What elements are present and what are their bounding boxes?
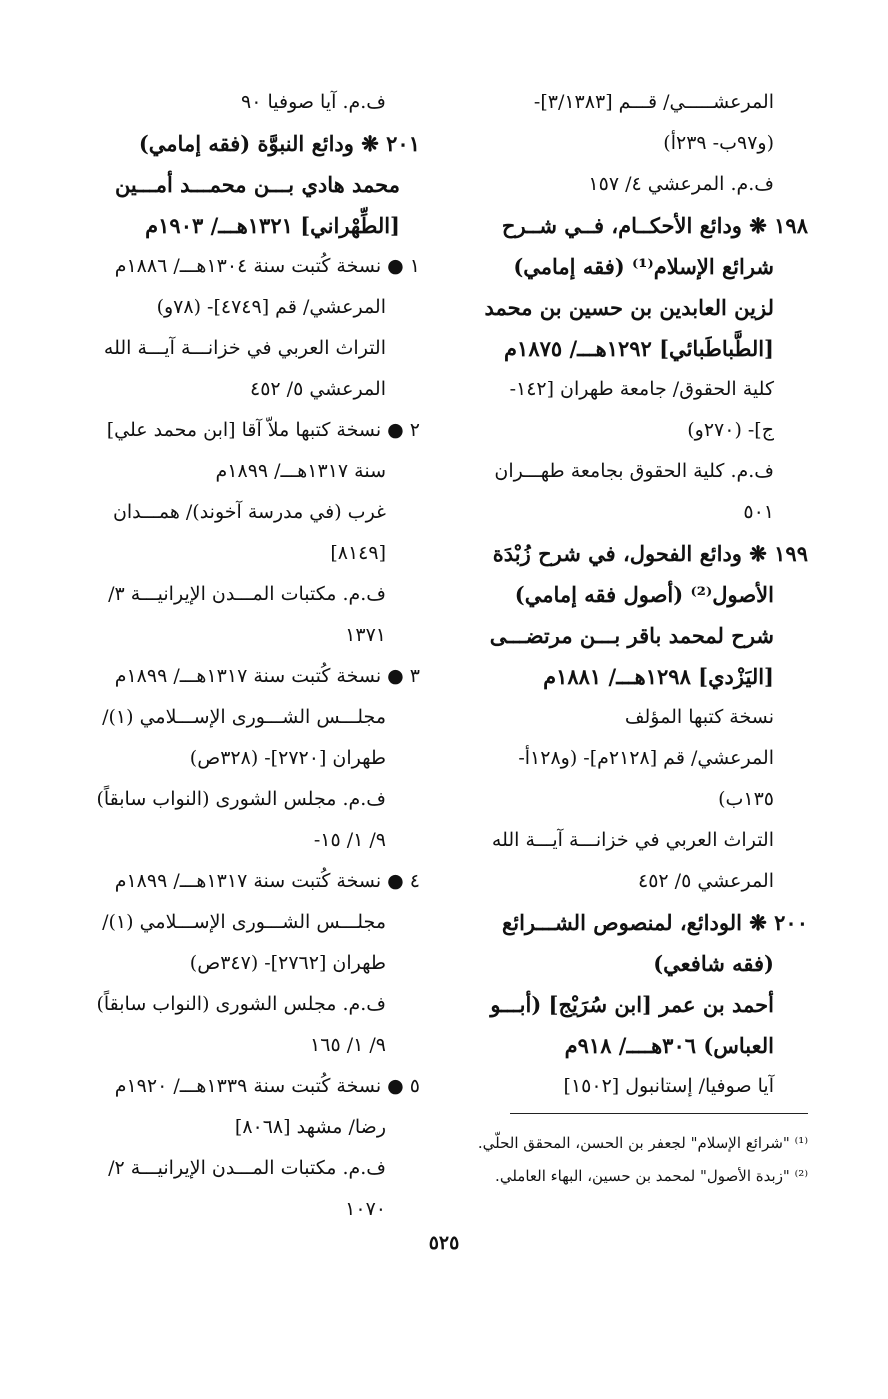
text-line: نسخة كتبها المؤلف: [624, 706, 774, 728]
text-line: طهران [٢٧٢٠]- (٣٢٨ص): [189, 747, 386, 769]
text-line: (و٩٧ب- ٢٣٩أ): [663, 132, 774, 154]
text-line: [الطِّهْراني] ١٣٢١هـــ/ ١٩٠٣م: [145, 213, 400, 238]
text-line: لزين العابدين بن حسين بن محمد: [484, 295, 774, 320]
text-line: ٥٠١: [743, 501, 774, 523]
text-line: ١٣٥ب): [718, 788, 774, 810]
text-line: ٣ ● نسخة كُتبت سنة ١٣١٧هـــ/ ١٨٩٩م: [114, 665, 420, 687]
text-line: ١٣٧١: [345, 624, 386, 646]
text-line: التراث العربي في خزانـــة آيـــة الله: [103, 337, 386, 359]
text-line: [اليَزْدي] ١٢٩٨هـــ/ ١٨٨١م: [543, 664, 774, 689]
text-line: ١٩٩ ❋ ودائع الفحول، في شرح زُبْدَة: [492, 541, 808, 566]
text-line: مجلـــس الشـــورى الإســـلامي (١)/: [102, 706, 386, 728]
text-line: (فقه شافعي): [653, 951, 774, 976]
text-line: ج]- (٢٧٠و): [687, 419, 774, 441]
text-line: المرعشـــــي/ قـــم [٣/١٣٨٣]-: [533, 91, 774, 113]
text-line: ف.م. آيا صوفيا ٩٠: [241, 91, 386, 113]
text-line: ٥ ● نسخة كُتبت سنة ١٣٣٩هـــ/ ١٩٢٠م: [114, 1075, 420, 1097]
text-line: ١ ● نسخة كُتبت سنة ١٣٠٤هـــ/ ١٨٨٦م: [114, 255, 420, 277]
text-line: ٩/ ١/ ١٦٥: [310, 1034, 386, 1056]
text-line: الأصول⁽²⁾ (أصول فقه إمامي): [514, 582, 774, 607]
text-line: التراث العربي في خزانـــة آيـــة الله: [491, 829, 774, 851]
text-line: ٢ ● نسخة كتبها ملاّ آقا [ابن محمد علي]: [106, 419, 420, 441]
text-line: ١٩٨ ❋ ودائع الأحكــام، فــي شــرح: [501, 213, 808, 238]
page-number: ٥٢٥: [428, 1232, 460, 1254]
text-line: ٩/ ١/ ١٥-: [313, 829, 386, 851]
text-line: ف.م. مجلس الشورى (النواب سابقاً): [96, 788, 386, 810]
text-line: غرب (في مدرسة آخوند)/ همـــدان: [112, 501, 386, 523]
text-line: شرائع الإسلام⁽¹⁾ (فقه إمامي): [513, 254, 774, 279]
text-line: مجلـــس الشـــورى الإســـلامي (١)/: [102, 911, 386, 933]
text-line: كلية الحقوق/ جامعة طهران [١٤٢-: [509, 378, 774, 400]
text-line: شرح لمحمد باقر بـــن مرتضـــى: [489, 623, 774, 648]
text-line: العباس) ٣٠٦هــــ/ ٩١٨م: [564, 1033, 774, 1058]
text-line: [الطَّباطَبائي] ١٢٩٢هـــ/ ١٨٧٥م: [504, 336, 774, 361]
text-line: المرعشي ٥/ ٤٥٢: [250, 378, 386, 400]
text-line: محمد هادي بـــن محمـــد أمـــين: [114, 172, 400, 197]
text-line: أحمد بن عمر [ابن سُرَيْج] (أبـــو: [490, 992, 774, 1017]
text-line: ٢٠١ ❋ ودائع النبوَّة (فقه إمامي): [138, 131, 420, 156]
text-line: ٤ ● نسخة كُتبت سنة ١٣١٧هـــ/ ١٨٩٩م: [114, 870, 420, 892]
text-line: طهران [٢٧٦٢]- (٣٤٧ص): [189, 952, 386, 974]
text-line: ف.م. مجلس الشورى (النواب سابقاً): [96, 993, 386, 1015]
text-line: ف.م. كلية الحقوق بجامعة طهـــران: [494, 460, 774, 482]
text-line: رضا/ مشهد [٨٠٦٨]: [234, 1116, 386, 1138]
footnote-separator: [510, 1113, 808, 1114]
footnote-2: ⁽²⁾ "زبدة الأصول" لمحمد بن حسين، البهاء العاملي.: [495, 1167, 808, 1185]
text-line: سنة ١٣١٧هـــ/ ١٨٩٩م: [215, 460, 386, 482]
text-line: ف.م. مكتبات المـــدن الإيرانيـــة ٢/: [108, 1157, 386, 1179]
right-column: [468, 82, 808, 1107]
text-line: ف.م. مكتبات المـــدن الإيرانيـــة ٣/: [108, 583, 386, 605]
text-line: المرعشي ٥/ ٤٥٢: [638, 870, 774, 892]
text-line: ١٠٧٠: [345, 1198, 386, 1220]
left-column: [80, 82, 420, 1230]
text-line: ف.م. المرعشي ٤/ ١٥٧: [588, 173, 774, 195]
text-line: آيا صوفيا/ إستانبول [١٥٠٢]: [563, 1075, 774, 1097]
text-line: ٢٠٠ ❋ الودائع، لمنصوص الشـــرائع: [502, 910, 808, 935]
text-line: المرعشي/ قم [٤٧٤٩]- (٧٨و): [156, 296, 386, 318]
footnote-1: ⁽¹⁾ "شرائع الإسلام" لجعفر بن الحسن، المحقق الحلّي.: [477, 1134, 808, 1152]
text-line: [٨١٤٩]: [330, 542, 386, 564]
text-line: المرعشي/ قم [٢١٢٨م]- (و١٢٨أ-: [518, 747, 774, 769]
